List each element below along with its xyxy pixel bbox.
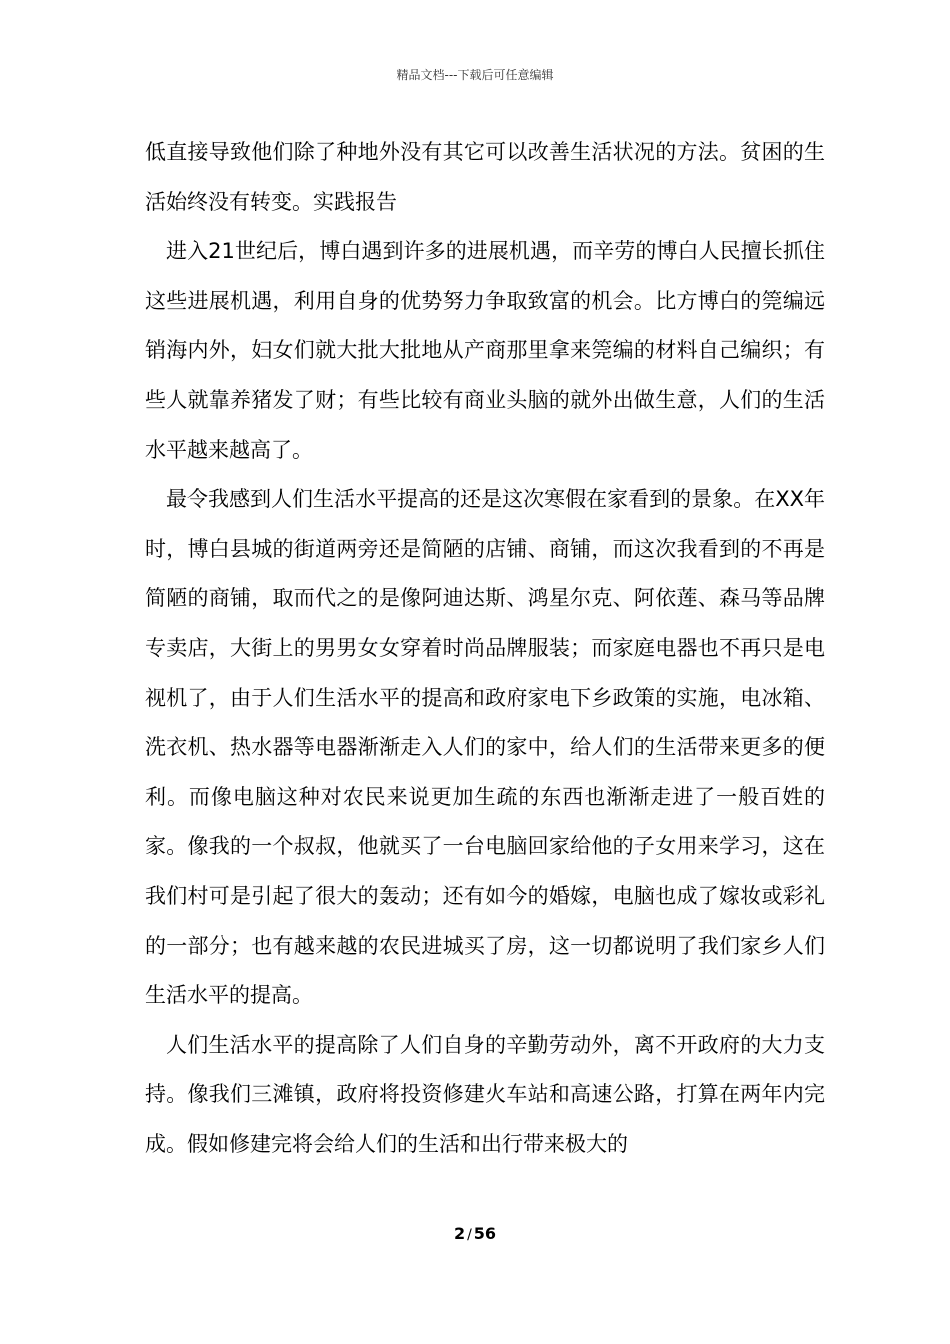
page-header: 精品文档---下载后可任意编辑 <box>396 68 554 82</box>
paragraph: 低直接导致他们除了种地外没有其它可以改善生活状况的方法。贫困的生活始终没有转变。实践报告 <box>145 140 825 214</box>
paragraph: 进入21世纪后，博白遇到许多的进展机遇，而辛劳的博白人民擅长抓住这些进展机遇，利用自身的优势努力争取致富的机会。比方博白的筦编远销海内外，妇女们就大批大批地从产商那里拿来筦编的材料自己编织；有些人就靠养猪发了财；有些比较有商业头脑的就外出做生意，人们的生活水平越来越高了。 <box>145 239 825 462</box>
total-page-count: 56 <box>473 1224 497 1243</box>
current-page-number: 2 <box>453 1224 466 1243</box>
paragraph: 最令我感到人们生活水平提高的还是这次寒假在家看到的景象。在XX年时，博白县城的街道两旁还是简陋的店铺、商铺，而这次我看到的不再是简陋的商铺，取而代之的是像阿迪达斯、鸿星尔克、阿依莲、森马等品牌专卖店，大街上的男男女女穿着时尚品牌服装；而家庭电器也不再只是电视机了，由于人们生活水平的提高和政府家电下乡政策的实施，电冰箱、洗衣机、热水器等电器渐渐走入人们的家中，给人们的生活带来更多的便利。而像电脑这种对农民来说更加生疏的东西也渐渐走进了一般百姓的家。像我的一个叔叔，他就买了一台电脑回家给他的子女用来学习，这在我们村可是引起了很大的轰动；还有如今的婚嫁，电脑也成了嫁妆或彩礼的一部分；也有越来越的农民进城买了房，这一切都说明了我们家乡人们生活水平的提高。 <box>145 487 825 1008</box>
document-body <box>145 128 825 1169</box>
page-separator: / <box>467 1227 472 1243</box>
page-number <box>0 1224 950 1243</box>
paragraph: 人们生活水平的提高除了人们自身的辛勤劳动外，离不开政府的大力支持。像我们三滩镇，政府将投资修建火车站和高速公路，打算在两年内完成。假如修建完将会给人们的生活和出行带来极大的 <box>145 1032 825 1156</box>
